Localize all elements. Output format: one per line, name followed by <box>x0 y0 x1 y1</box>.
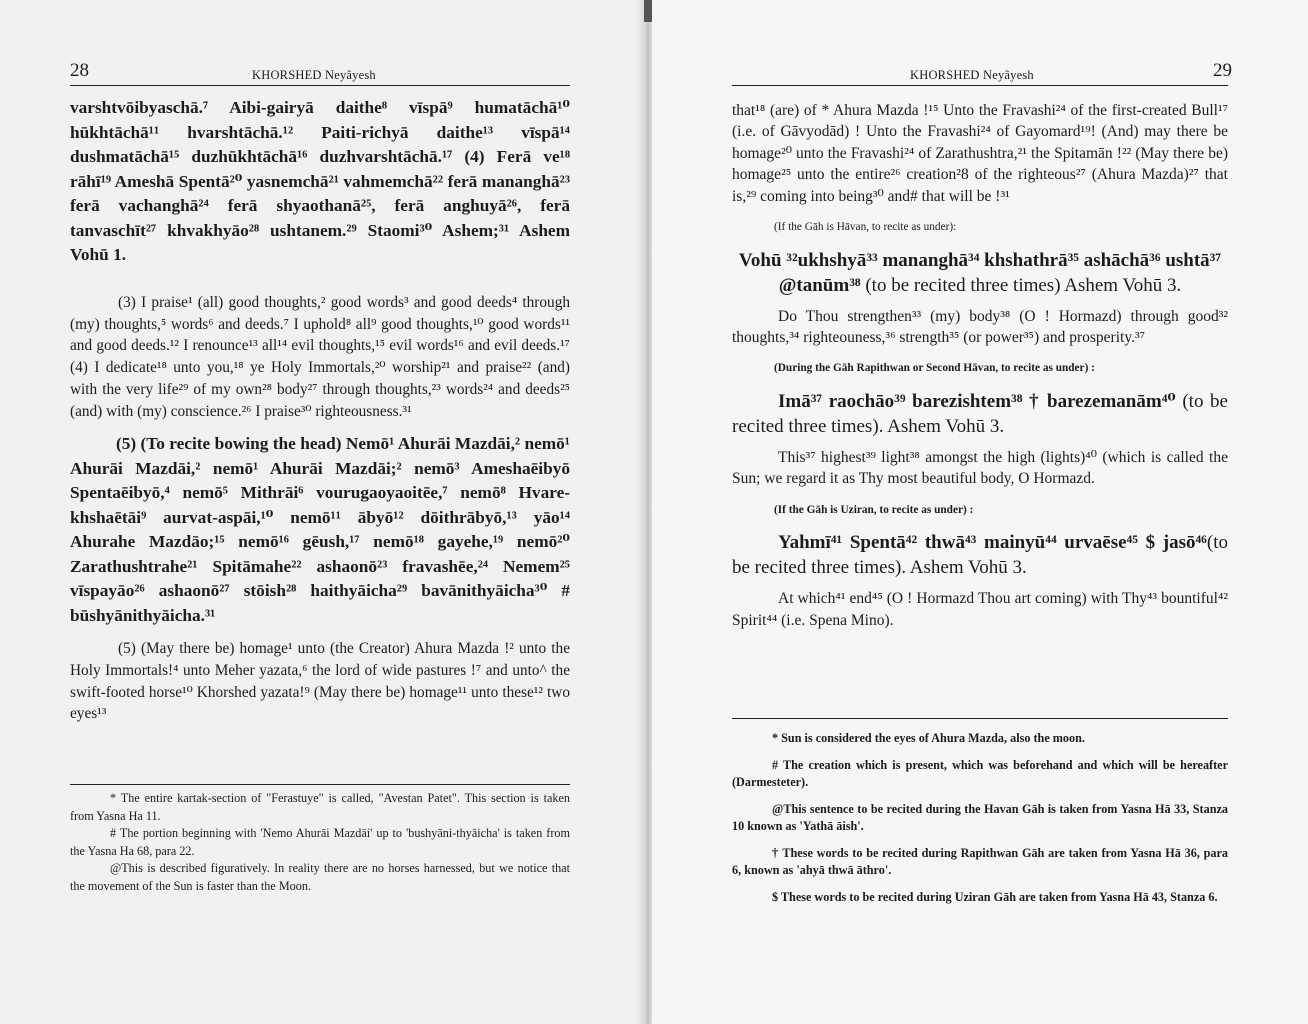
running-head: KHORSHED Neyâyesh <box>252 68 376 82</box>
footnote: $ These words to be recited during Uziran Gāh are taken from Yasna Hā 43, Stanza 6. <box>772 889 1218 904</box>
avestan-text <box>732 248 1228 298</box>
translation-paragraph: At which⁴¹ end⁴⁵ (O ! Hormazd Thou art coming) with Thy⁴³ bountiful⁴² Spirit⁴⁴ (i.e. Spena Mino). <box>732 590 1228 629</box>
recite-instruction: (to be recited three times). Ashem Vohū 3. <box>732 532 1228 579</box>
avestan-text: varshtvōibyaschā.⁷ Aibi-gairyā daithe⁸ vīspā⁹ humatāchā¹⁰ hūkhtāchā¹¹ hvarshtāchā.¹² Paiti-richyā daithe¹³ vīspā¹⁴ dushmatāchā¹⁵ duzhūkhtāchā¹⁶ duzhvarshtāchā.¹⁷ (4) Ferā ve¹⁸ rāhī¹⁹ Ameshā Spentā²⁰ yasnemchā²¹ vahmemchā²² ferā mananghā²³ ferā vachanghā²⁴ ferā shyaothanā²⁵, ferā anghuyā²⁶, ferā tanvaschīt²⁷ khvakhyāo²⁸ ushtanem.²⁹ Staomi³⁰ Ashem;³¹ Ashem Vohū 1. <box>70 98 570 264</box>
translation-paragraph: (3) I praise¹ (all) good thoughts,² good words³ and good deeds⁴ through (my) thoughts,⁵ words⁶ and deeds.⁷ I uphold⁸ all⁹ good thoughts,¹⁰ good words¹¹ and good deeds.¹² I renounce¹³ all¹⁴ evil thoughts,¹⁵ evil words¹⁶ and evil deeds.¹⁷ (4) I dedicate¹⁸ unto you,¹⁸ ye Holy Immortals,²⁰ worship²¹ and praise²² (and) with the very life²⁹ of my own²⁸ body²⁷ through thoughts,²³ words²⁴ and deeds²⁵ (and) with (my) conscience.²⁶ I praise³⁰ righteousness.³¹ <box>70 294 570 420</box>
recite-instruction: (to be recited three times). Ashem Vohū 3. <box>732 390 1228 437</box>
header-rule <box>732 85 1228 86</box>
recitation-note: (If the Gāh is Hāvan, to recite as under): <box>774 221 957 234</box>
header-rule <box>70 85 570 86</box>
right-column <box>732 96 1228 631</box>
footnote: @This sentence to be recited during the Havan Gāh is taken from Yasna Hā 33, Stanza 10 known as 'Yathā āish'. <box>732 801 1228 833</box>
page-number: 29 <box>1213 60 1232 81</box>
footnote-rule <box>70 784 570 785</box>
running-head: KHORSHED Neyâyesh <box>910 68 1034 82</box>
footnote: # The portion beginning with 'Nemo Ahurāi Mazdāi' up to 'bushyāni-thyāicha' is taken from the Yasna Ha 68, para 22. <box>70 826 570 858</box>
recitation-note: (If the Gāh is Uziran, to recite as under) : <box>774 503 974 516</box>
footnote: * The entire kartak-section of "Ferastuye" is called, "Avestan Patet". This section is taken from Yasna Ha 11. <box>70 791 570 823</box>
footnote: † These words to be recited during Rapithwan Gāh are taken from Yasna Hā 36, para 6, known as 'ahyā thwā āthro'. <box>732 845 1228 877</box>
avestan-text <box>732 530 1228 580</box>
avestan-text: (5) (To recite bowing the head) Nemō¹ Ahurāi Mazdāi,² nemō¹ Ahurāi Mazdāi,² nemō¹ Ahurāi Mazdāi;² nemō³ Ameshaēibyō Spentaēibyō,⁴ nemō⁵ Mithrāi⁶ vourugaoyaoitēe,⁷ nemō⁸ Hvare-khshaētāi⁹ aurvat-aspāi,¹⁰ nemō¹¹ ābyō¹² dōithrābyō,¹³ yāo¹⁴ Ahurahe Mazdāo;¹⁵ nemō¹⁶ gēush,¹⁷ nemō¹⁸ gayehe,¹⁹ nemō²⁰ Zarathushtrahe²¹ Spitāmahe²² ashaonō²³ fravashēe,²⁴ Nemem²⁵ vīspayāo²⁶ ashaonō²⁷ stōish²⁸ haithyāicha²⁹ bavānithyāicha³⁰ # būshyānithyāicha.³¹ <box>70 434 570 625</box>
page-number: 28 <box>70 60 89 81</box>
footnote: @This is described figuratively. In reality there are no horses harnessed, but we notice that the movement of the Sun is faster than the Moon. <box>70 861 570 893</box>
avestan-verse: Yahmī⁴¹ Spentā⁴² thwā⁴³ mainyū⁴⁴ urvaēse⁴⁵ $ jasō⁴⁶ <box>778 532 1207 554</box>
avestan-text <box>732 389 1228 439</box>
avestan-verse: Imā³⁷ raochāo³⁹ barezishtem³⁸ † barezemanām⁴⁰ <box>778 390 1176 412</box>
footnote: * Sun is considered the eyes of Ahura Mazda, also the moon. <box>772 731 1085 745</box>
avestan-verse: Vohū ³²ukhshyā³³ mananghā³⁴ khshathrā³⁵ ashāchā³⁶ ushtā³⁷ @tanūm³⁸ <box>738 249 1222 296</box>
translation-paragraph: This³⁷ highest³⁹ light³⁸ amongst the high (lights)⁴⁰ (which is called the Sun; we regard it as Thy most beautiful body, O Hormazd. <box>732 448 1228 488</box>
translation-paragraph: (5) (May there be) homage¹ unto (the Creator) Ahura Mazda !² unto the Holy Immortals!⁴ unto Meher yazata,⁶ the lord of wide pastures !⁷ and unto^ the swift-footed horse¹⁰ Khorshed yazata!⁹ (May there be) homage¹¹ unto these¹² two eyes¹³ <box>70 640 570 723</box>
recite-instruction: (to be recited three times) Ashem Vohū 3. <box>860 274 1182 296</box>
left-column <box>70 96 570 725</box>
translation-paragraph: that¹⁸ (are) of * Ahura Mazda !¹⁵ Unto the Fravashi²⁴ of the first-created Bull¹⁷ (i.e. of Gāvyodād) ! Unto the Fravashi²⁴ of Gayomard¹⁹! (And) may there be homage²⁰ unto the Fravashi²⁴ of Zarathushtra,²¹ the Spitamān !²² (May there be) homage²⁵ unto the entire²⁶ creation²8 of the righteous²⁷ (Ahura Mazda)²⁷ that is,²⁹ coming into being³⁰ and# that will be !³¹ <box>732 102 1228 205</box>
left-page <box>0 0 648 1024</box>
footnotes <box>70 790 570 895</box>
right-page <box>652 0 1308 1024</box>
footnote: # The creation which is present, which was beforehand and which will be hereafter (Darmesteter). <box>732 757 1228 789</box>
binding-shadow <box>644 0 652 22</box>
recitation-note: (During the Gāh Rapithwan or Second Hāvan, to recite as under) : <box>774 362 1095 375</box>
footnote-rule <box>732 718 1228 719</box>
footnotes <box>732 730 1228 915</box>
translation-paragraph: Do Thou strengthen³³ (my) body³⁸ (O ! Hormazd) through good³² thoughts,³⁴ righteouness,³⁶ strength³⁵ (or power³⁵) and prosperity.³⁷ <box>732 307 1228 346</box>
